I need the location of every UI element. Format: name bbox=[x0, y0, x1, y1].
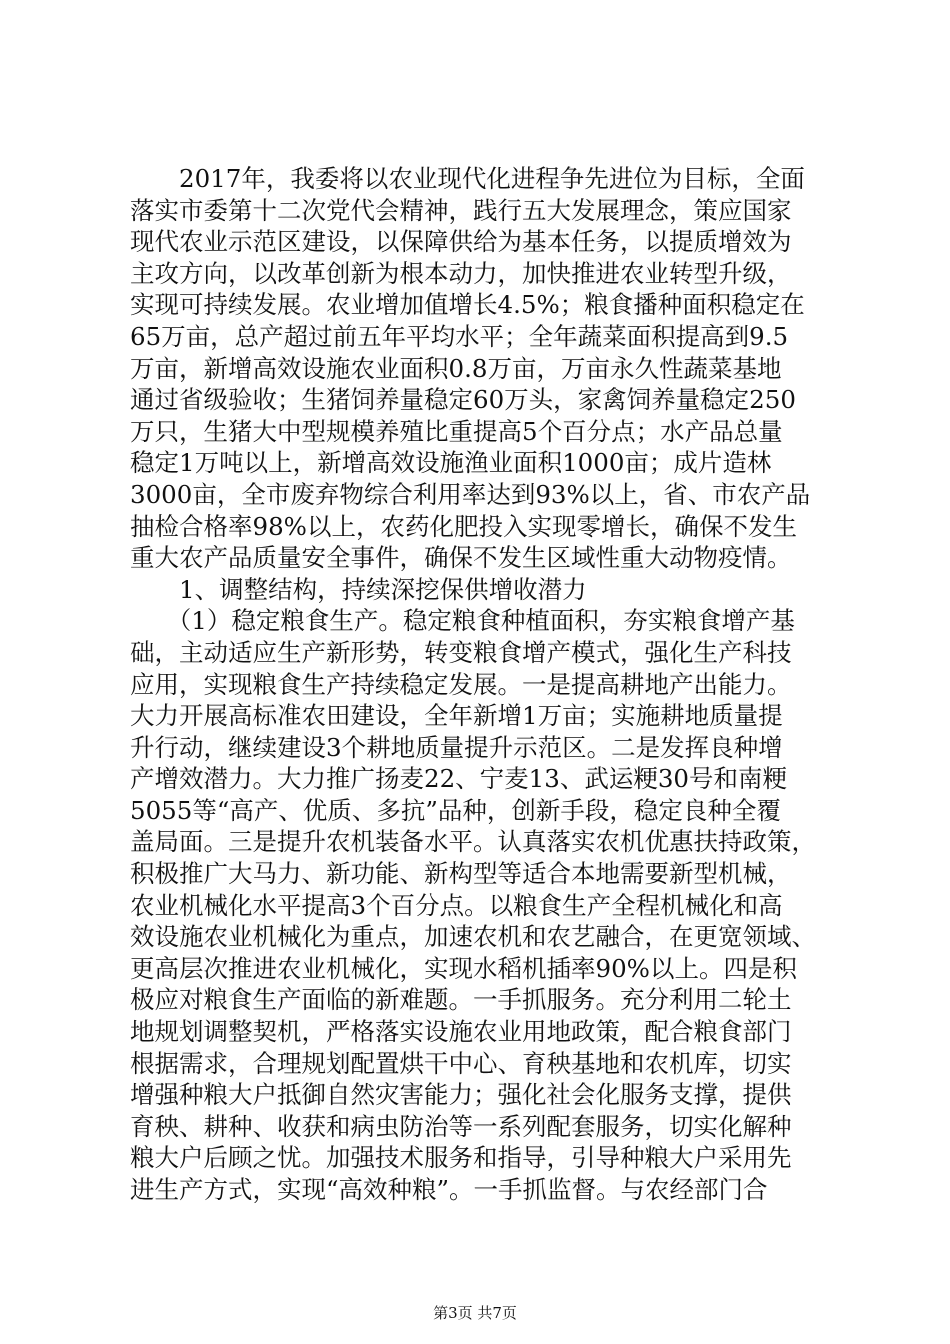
text-line: 产增效潜力。大力推广扬麦22、宁麦13、武运粳30号和南粳 bbox=[130, 764, 788, 794]
text-line: 现代农业示范区建设，以保障供给为基本任务，以提质增效为 bbox=[130, 227, 792, 257]
text-line: 实现可持续发展。农业增加值增长4.5%；粮食播种面积稳定在 bbox=[130, 290, 805, 320]
text-line: 盖局面。三是提升农机装备水平。认真落实农机优惠扶持政策， bbox=[130, 827, 816, 857]
text-line: （1）稳定粮食生产。稳定粮食种植面积，夯实粮食增产基 bbox=[130, 606, 795, 636]
text-line: 万只，生猪大中型规模养殖比重提高5个百分点；水产品总量 bbox=[130, 416, 783, 446]
text-line: 进生产方式，实现“高效种粮”。一手抓监督。与农经部门合 bbox=[130, 1175, 768, 1204]
text-line: 升行动，继续建设3个耕地质量提升示范区。二是发挥良种增 bbox=[130, 732, 783, 762]
text-line: 3000亩，全市废弃物综合利用率达到93%以上，省、市农产品 bbox=[130, 479, 811, 509]
text-line: 主攻方向，以改革创新为根本动力，加快推进农业转型升级， bbox=[130, 258, 792, 288]
text-line: 稳定1万吨以上，新增高效设施渔业面积1000亩；成片造林 bbox=[130, 448, 772, 478]
text-line: 应用，实现粮食生产持续稳定发展。一是提高耕地产出能力。 bbox=[130, 669, 792, 699]
text-line: 通过省级验收；生猪饲养量稳定60万头，家禽饲养量稳定250 bbox=[130, 385, 796, 415]
body-text bbox=[130, 163, 830, 1206]
text-line: 5055等“高产、优质、多抗”品种，创新手段，稳定良种全覆 bbox=[130, 795, 781, 825]
text-line: 重大农产品质量安全事件，确保不发生区域性重大动物疫情。 bbox=[130, 543, 792, 573]
text-line: 农业机械化水平提高3个百分点。以粮食生产全程机械化和高 bbox=[130, 890, 783, 920]
text-line: 育秧、耕种、收获和病虫防治等一系列配套服务，切实化解种 bbox=[130, 1111, 792, 1141]
text-line: 积极推广大马力、新功能、新构型等适合本地需要新型机械， bbox=[130, 859, 792, 889]
section-heading: 1、调整结构，持续深挖保供增收潜力 bbox=[130, 574, 587, 604]
text-line: 万亩，新增高效设施农业面积0.8万亩，万亩永久性蔬菜基地 bbox=[130, 353, 782, 383]
text-line: 根据需求，合理规划配置烘干中心、育秧基地和农机库，切实 bbox=[130, 1048, 792, 1078]
text-line: 极应对粮食生产面临的新难题。一手抓服务。充分利用二轮土 bbox=[130, 985, 792, 1015]
page-number-footer: 第3页 共7页 bbox=[433, 1304, 517, 1322]
text-line: 65万亩，总产超过前五年平均水平；全年蔬菜面积提高到9.5 bbox=[130, 321, 789, 351]
text-line: 础，主动适应生产新形势，转变粮食增产模式，强化生产科技 bbox=[130, 637, 792, 667]
text-line: 大力开展高标准农田建设，全年新增1万亩；实施耕地质量提 bbox=[130, 701, 783, 731]
text-line: 效设施农业机械化为重点，加速农机和农艺融合，在更宽领域、 bbox=[130, 922, 816, 952]
text-line: 抽检合格率98%以上，农药化肥投入实现零增长，确保不发生 bbox=[130, 511, 797, 541]
text-line: 增强种粮大户抵御自然灾害能力；强化社会化服务支撑，提供 bbox=[130, 1080, 792, 1110]
text-line: 粮大户后顾之忧。加强技术服务和指导，引导种粮大户采用先 bbox=[130, 1143, 792, 1173]
text-line: 更高层次推进农业机械化，实现水稻机插率90%以上。四是积 bbox=[130, 953, 797, 983]
text-line: 地规划调整契机，严格落实设施农业用地政策，配合粮食部门 bbox=[130, 1017, 792, 1047]
text-line: 落实市委第十二次党代会精神，践行五大发展理念，策应国家 bbox=[130, 195, 792, 225]
text-line: 2017年，我委将以农业现代化进程争先进位为目标，全面 bbox=[130, 164, 805, 193]
